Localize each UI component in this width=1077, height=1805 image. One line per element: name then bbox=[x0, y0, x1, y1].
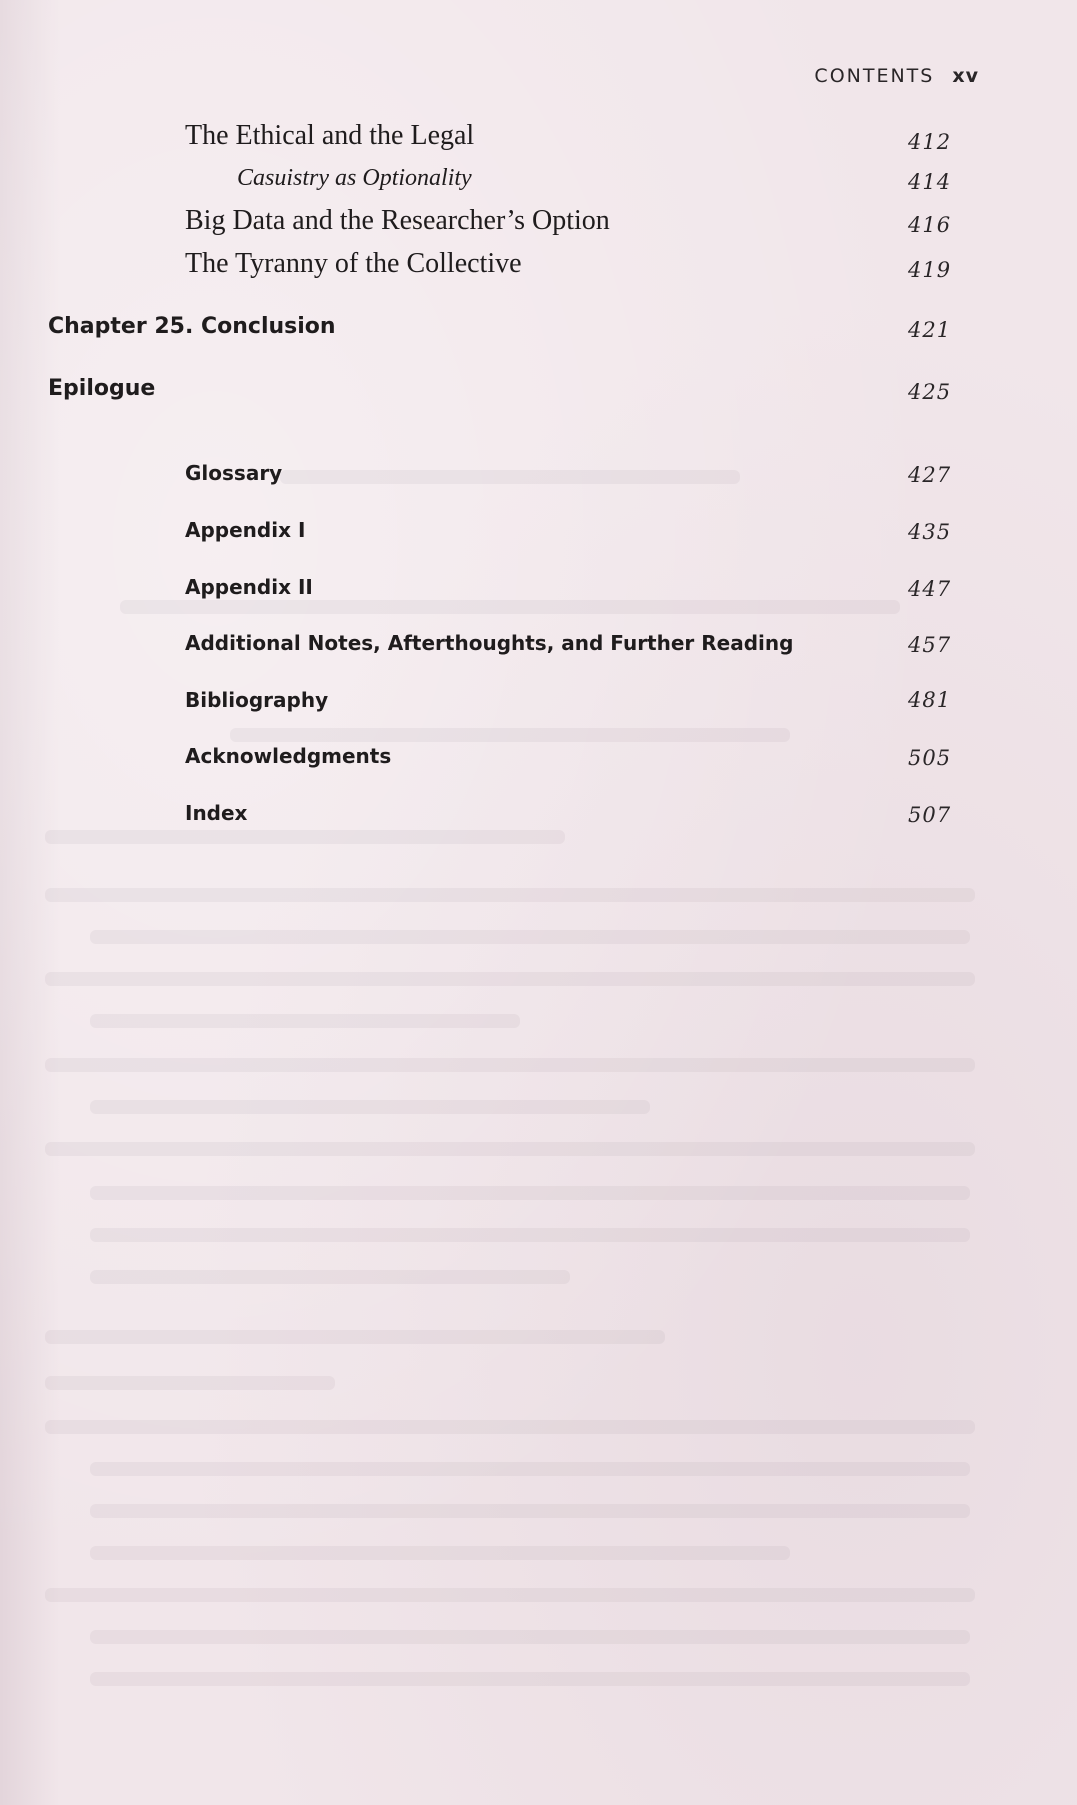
toc-entry-title: Appendix II bbox=[185, 575, 313, 599]
running-head-label: CONTENTS bbox=[814, 65, 935, 87]
page-folio: xv bbox=[952, 65, 979, 87]
toc-entry-page: 457 bbox=[908, 633, 952, 657]
toc-entry-page: 416 bbox=[908, 213, 952, 237]
toc-entry-title: Acknowledgments bbox=[185, 744, 392, 768]
toc-entry-page: 505 bbox=[908, 746, 952, 770]
toc-entry-page: 412 bbox=[908, 130, 952, 154]
toc-entry-page: 421 bbox=[908, 318, 952, 342]
toc-entry-title: Casuistry as Optionality bbox=[237, 165, 472, 191]
toc-entry-title: Appendix I bbox=[185, 518, 306, 542]
toc-entry-title: The Tyranny of the Collective bbox=[185, 248, 522, 279]
toc-entry-title: The Ethical and the Legal bbox=[185, 120, 475, 151]
running-head bbox=[814, 65, 979, 87]
toc-entry-page: 427 bbox=[908, 463, 952, 487]
toc-entry-page: 419 bbox=[908, 258, 952, 282]
toc-entry-page: 507 bbox=[908, 803, 952, 827]
toc-entry-page: 447 bbox=[908, 577, 952, 601]
toc-entry-page: 481 bbox=[908, 688, 952, 712]
toc-entry-title: Epilogue bbox=[48, 376, 156, 401]
toc-entry-page: 425 bbox=[908, 380, 952, 404]
toc-entry-title: Additional Notes, Afterthoughts, and Further Reading bbox=[185, 631, 794, 655]
toc-entry-title: Bibliography bbox=[185, 688, 329, 712]
toc-entry-page: 414 bbox=[908, 170, 952, 194]
toc-entry-title: Chapter 25. Conclusion bbox=[48, 314, 336, 339]
toc-entry-title: Big Data and the Researcher’s Option bbox=[185, 205, 610, 236]
toc-entry-page: 435 bbox=[908, 520, 952, 544]
toc-entry-title: Glossary bbox=[185, 461, 283, 485]
toc-entry-title: Index bbox=[185, 801, 248, 825]
